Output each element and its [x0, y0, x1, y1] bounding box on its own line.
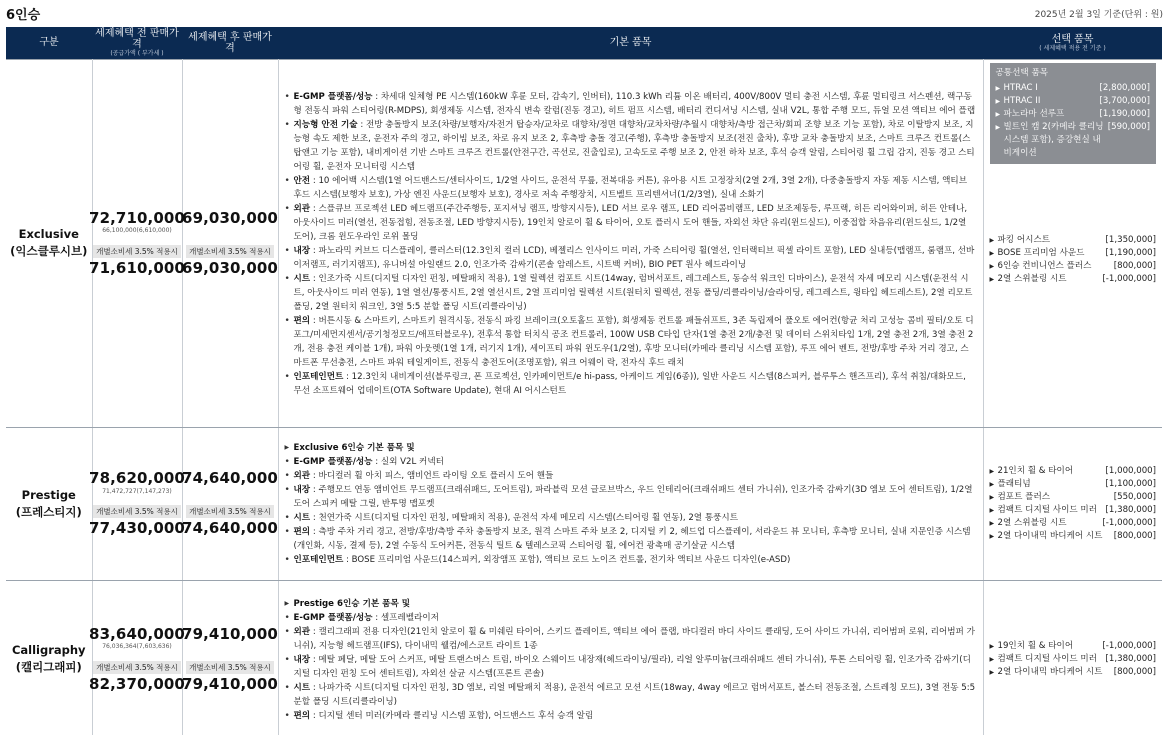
options-list — [984, 60, 1163, 289]
post-tax-price-35: 79,410,000 — [182, 674, 278, 693]
feature-item — [285, 709, 977, 723]
option-price: [-1,000,000] — [1102, 517, 1156, 528]
feature-category: 편의 — [293, 527, 311, 538]
date-note: 2025년 2월 3일 기준(단위 : 원) — [1034, 10, 1163, 20]
common-options-head: 공통선택 품목 — [995, 67, 1049, 78]
feature-category: E-GMP 플랫폼/성능 — [293, 612, 373, 623]
option-price: [1,350,000] — [1105, 234, 1156, 245]
feature-item — [285, 553, 977, 567]
header-options: 선택 품목 ( 세제혜택 적용 전 기준 ) — [983, 27, 1162, 59]
features-list — [279, 437, 983, 570]
feature-text: : 인조가죽 시트(디지털 디자인 펀칭, 메탈패치 적용), 1열 릴렉션 컴포트 시트(14way, 럼버서포트, 레그레스트, 동승석 워크인 디바이스), 운전석 자세 메모리 시스템(운전석 시트, 아웃사이드 미러 연동), 1열 열선/통풍시트, 2열 열선시트, 2열 프리미엄 릴렉션 시트(원터치 릴렉션, 전동 폴딩/리클라이닝/슬라이딩, 레그레스트, 윙타입 헤드레스트), 2열 리모트 폴딩, 2열 원터치 워크인, 3열 5:5 분할 폴딩 시트(리클라이닝) — [293, 273, 973, 312]
pre-tax-price-35: 77,430,000 — [89, 519, 185, 538]
option-price: [1,190,000] — [1105, 247, 1156, 258]
feature-text: : 파노라믹 커브드 디스플레이, 클러스터(12.3인치 컬러 LCD), 베젤리스 인사이드 미러, 가죽 스티어링 휠(열선, 인터랙티브 픽셀 라이트 포함), LED 실내등(맵램프, 룸램프, 선바이저램프, 러기지램프), 유니버설 아일랜드 2.0, 인조가죽 감싸기(콘솔 암레스트, 시트백 커버), BIO PET 원사 헤드라이닝 — [293, 245, 975, 270]
header-features: 기본 품목 — [278, 27, 983, 59]
feature-item — [285, 174, 977, 202]
feature-text: : 10 에어백 시스템(1열 어드밴스드/센터사이드, 1/2열 사이드, 운전석 무릎, 전복대응 커튼), 유아용 시트 고정장치(2열 2개, 3열 2개), 다중충돌방지 자동 제동 시스템, 액티브 후드 시스템(보행자 보호), 가상 엔진 사운드(보행자 보호), 경사로 저속 주행장치, 시트벨트 프리텐셔너(1/2/3열), 실내 소화기 — [293, 175, 968, 200]
feature-text: : 전방 충돌방지 보조(차량/보행자/자전거 탑승자/교차로 대향차/정면 대향차/교차차량/추월시 대향차/측방 접근차/회피 조향 보조 기능 포함), 차로 이탈방지 보조, 지능형 속도 제한 보조, 운전자 주의 경고, 하이빔 보조, 차로 유지 보조 2, 후측방 충돌 경고(주행), 후측방 충돌방지 보조(전진 출차), 후방 교차 충돌방지 보조, 스마트 크루즈 컨트롤(스탑앤고 기능 포함), 내비게이션 기반 스마트 크루즈 컨트롤(안전구간, 곡선로, 진출입로), 고속도로 주행 보조 2, 안전 하차 보조, 후석 승객 알림, 스티어링 휠 그립 감지, 진동 경고 스티어링 휠, 운전자 모니터링 시스템 — [293, 119, 975, 172]
option-price: [1,000,000] — [1105, 465, 1156, 476]
options-cell — [983, 580, 1162, 735]
option-name: ▶ 6인승 컨비니언스 플러스 — [990, 260, 1092, 273]
feature-item — [285, 314, 977, 370]
features-list — [279, 593, 983, 726]
pre-tax-supply: 66,100,000(6,610,000) — [102, 227, 172, 235]
feature-item — [285, 653, 977, 681]
option-item — [990, 640, 1157, 653]
option-price: [3,700,000] — [1099, 95, 1150, 106]
feature-item — [285, 511, 977, 525]
feature-item — [285, 90, 977, 118]
feature-item — [285, 118, 977, 174]
trim-name-en: Prestige — [21, 487, 76, 502]
feature-item — [285, 681, 977, 709]
option-item — [990, 234, 1157, 247]
feature-text: : 나파가죽 시트(디지털 디자인 펀칭, 3D 엠보, 리얼 메탈패치 적용), 운전석 에르고 모션 시트(18way, 4way 에르고 럼버서포트, 볼스터 전동조절, 스트레칭 모드), 3열 전동 5:5 분할 폴딩 시트(리클라이닝) — [293, 682, 976, 707]
feature-item — [285, 625, 977, 653]
post-tax-price: 79,410,000 — [182, 624, 278, 643]
option-name: ▶ 파킹 어시스트 — [990, 234, 1051, 247]
feature-text: : 실외 V2L 커넥터 — [372, 457, 444, 468]
feature-item — [285, 244, 977, 272]
pre-tax-cell — [89, 59, 185, 427]
trim-name-en: Calligraphy — [11, 643, 86, 658]
feature-category: 내장 — [293, 485, 311, 496]
option-item — [990, 517, 1157, 530]
option-name: ▶ 컴포트 플러스 — [990, 491, 1051, 504]
common-option-item — [996, 95, 1151, 108]
price-table — [6, 27, 1162, 735]
feature-text: : 캘리그래피 전용 디자인(21인치 알로이 휠 & 미쉐린 타이어, 스키드 플레이트, 액티브 에어 플랩, 바디컬러 바디 사이드 클래딩, 도어 사이드 가니쉬, 리어범퍼 로워, 리어범퍼 가니쉬), 지능형 헤드램프(IFS), 다이내믹 웰컴/에스코트 라이트 1종 — [293, 626, 975, 651]
header-trim: 구분 — [6, 27, 92, 59]
option-item — [990, 465, 1157, 478]
feature-item — [285, 611, 977, 625]
features-intro: ▶ Prestige 6인승 기본 품목 및 — [285, 597, 977, 611]
option-item — [990, 260, 1157, 273]
trim-name — [6, 226, 92, 259]
trim-name-kr: (캘리그래피) — [15, 660, 82, 675]
option-name: ▶ 19인치 휠 & 타이어 — [990, 640, 1074, 653]
option-name: ▶ HTRAC I — [996, 82, 1038, 95]
feature-text: : BOSE 프리미엄 사운드(14스피커, 외장앰프 포함), 액티브 로드 노이즈 컨트롤, 전기차 액티브 사운드 디자인(e-ASD) — [343, 555, 791, 566]
post-tax-cell — [182, 59, 278, 427]
post-tax-cell — [182, 580, 278, 735]
post-tax-price: 69,030,000 — [182, 208, 278, 227]
feature-text: : 주행모드 연동 앰비언트 무드램프(크래쉬패드, 도어트림), 파라블릭 모션 글로브박스, 우드 인테리어(크래쉬패드 센터 가니쉬), 인조가죽 감싸기(3D 엠보 도어 센터트림), 1/2열 도어 스피커 메탈 그릴, 반투명 맵포켓 — [293, 485, 973, 510]
pre-tax-price: 72,710,000 — [89, 208, 185, 227]
tax-label: 개별소비세 3.5% 적용시 — [93, 661, 181, 674]
common-option-item — [996, 121, 1151, 160]
features-cell — [278, 427, 983, 580]
post-tax-stack — [183, 470, 278, 537]
feature-text: : 측방 주차 거리 경고, 전방/후방/측방 주차 충돌방지 보조, 원격 스마트 주차 보조 2, 디지털 키 2, 헤드업 디스플레이, 서라운드 뷰 모니터, 후측방 모니터, 실내 지문인증 시스템(개인화, 시동, 결제 등), 2열 수동식 도어커튼, 전동식 틸트 & 텔레스코픽 스티어링 휠, 에어컨 광촉매 공기살균 시스템 — [293, 527, 971, 552]
trim-row — [6, 59, 1162, 427]
feature-item — [285, 483, 977, 511]
common-option-item — [996, 108, 1151, 121]
option-price: [-1,000,000] — [1102, 640, 1156, 651]
feature-item — [285, 202, 977, 244]
feature-category: 인포테인먼트 — [293, 555, 344, 566]
feature-category: E-GMP 플랫폼/성능 — [293, 457, 373, 468]
option-price: [1,100,000] — [1105, 478, 1156, 489]
pre-tax-cell — [89, 580, 185, 735]
trim-name-kr: (프레스티지) — [15, 504, 82, 519]
option-item — [990, 504, 1157, 517]
feature-category: 시트 — [293, 273, 311, 284]
option-price: [590,000] — [1107, 121, 1150, 132]
feature-category: 시트 — [293, 682, 311, 693]
features-intro: ▶ Exclusive 6인승 기본 품목 및 — [285, 441, 977, 455]
option-item — [990, 666, 1157, 679]
option-name: ▶ 빌트인 캠 2(카메라 클리닝 시스템 포함), 증강현실 내비게이션 — [996, 121, 1108, 160]
option-item — [990, 247, 1157, 260]
feature-category: 내장 — [293, 654, 311, 665]
pre-tax-stack — [89, 208, 185, 277]
option-price: [800,000] — [1113, 260, 1156, 271]
feature-category: 인포테인먼트 — [293, 371, 344, 382]
trim-name — [6, 642, 92, 675]
option-item — [990, 530, 1157, 543]
feature-text: : 12.3인치 내비게이션(블루링크, 폰 프로젝션, 인카페이먼트/e hi-pass, 아케이드 게임(6종)), 일반 사운드 시스템(8스피커, 블루투스 핸즈프리), 후석 취침/대화모드, 무선 소프트웨어 업데이트(OTA Software Update), 현대 AI 어시스턴트 — [293, 371, 966, 396]
feature-category: E-GMP 플랫폼/성능 — [293, 91, 373, 102]
tax-label: 개별소비세 3.5% 적용시 — [186, 505, 274, 518]
feature-item — [285, 455, 977, 469]
trim-cell — [6, 580, 92, 735]
options-cell — [983, 427, 1162, 580]
pre-tax-price: 78,620,000 — [89, 469, 185, 488]
option-name: ▶ 21인치 휠 & 타이어 — [990, 465, 1074, 478]
options-cell — [983, 59, 1162, 427]
pre-tax-stack — [89, 469, 185, 538]
header-row — [6, 27, 1162, 59]
option-name: ▶ 2열 스위블링 시트 — [990, 273, 1067, 286]
pre-tax-stack — [89, 624, 185, 693]
pre-tax-cell — [89, 427, 185, 580]
common-option-item — [996, 82, 1151, 95]
feature-category: 외관 — [293, 626, 311, 637]
option-price: [800,000] — [1113, 530, 1156, 541]
post-tax-cell — [182, 427, 278, 580]
pre-tax-supply: 71,472,727(7,147,273) — [102, 487, 172, 495]
option-name: ▶ 컴팩트 디지털 사이드 미러 — [990, 653, 1098, 666]
feature-category: 시트 — [293, 513, 311, 524]
option-name: ▶ 파노라마 선루프 — [996, 108, 1065, 121]
option-item — [990, 653, 1157, 666]
features-list — [279, 86, 983, 401]
feature-category: 내장 — [293, 245, 311, 256]
trim-cell — [6, 427, 92, 580]
pre-tax-supply: 76,036,364(7,603,636) — [102, 643, 172, 651]
pre-tax-price-35: 71,610,000 — [89, 258, 185, 277]
trim-name-kr: (익스클루시브) — [10, 244, 88, 259]
feature-text: : 디지털 센터 미러(카메라 클리닝 시스템 포함), 어드밴스드 후석 승객 알림 — [310, 710, 594, 721]
common-options-box — [990, 63, 1157, 164]
feature-item — [285, 272, 977, 314]
page-title: 6인승 — [6, 8, 41, 23]
option-price: [1,380,000] — [1105, 504, 1156, 515]
option-name: ▶ HTRAC II — [996, 95, 1041, 108]
post-tax-stack — [183, 626, 278, 693]
feature-text: : 스플큐브 프로젝션 LED 헤드램프(주간주행등, 포지셔닝 램프, 방향지시등), LED 서브 로우 램프, LED 리어콤비램프, LED 보조제동등, 루프랙, 히든 리어와이퍼, 히든 안테나, 아웃사이드 미러(열선, 전동접힘, 전동조절, LED 방향지시등), 19인치 알로이 휠 & 타이어, 오토 플러시 도어 핸들, 자외선 차단 유리(윈드실드), 이중접합 차음유리(윈드실드, 1/2열 도어), 크롬 윈도우라인 로위 몰딩 — [293, 203, 968, 242]
option-name: ▶ 2열 다이내믹 바디케어 시트 — [990, 530, 1103, 543]
option-item — [990, 273, 1157, 286]
trim-row — [6, 427, 1162, 580]
tax-label: 개별소비세 3.5% 적용시 — [186, 245, 274, 258]
trim-name-en: Exclusive — [18, 227, 79, 242]
feature-item — [285, 469, 977, 483]
option-price: [1,380,000] — [1105, 653, 1156, 664]
feature-item — [285, 525, 977, 553]
pre-tax-price-35: 82,370,000 — [89, 674, 185, 693]
spacer — [229, 489, 231, 496]
option-price: [2,800,000] — [1099, 82, 1150, 93]
feature-category: 안전 — [293, 175, 311, 186]
option-name: ▶ 2열 스위블링 시트 — [990, 517, 1067, 530]
feature-category: 외관 — [293, 471, 311, 482]
option-name: ▶ 컴팩트 디지털 사이드 미러 — [990, 504, 1098, 517]
option-item — [990, 491, 1157, 504]
tax-label: 개별소비세 3.5% 적용시 — [93, 245, 181, 258]
trim-name — [6, 487, 92, 520]
feature-text: : 천연가죽 시트(디지털 디자인 펀칭, 메탈패치 적용), 운전석 자세 메모리 시스템(스티어링 휠 연동), 2열 통풍시트 — [310, 513, 739, 524]
header-post-tax: 세제혜택 후 판매가격 — [182, 27, 278, 59]
options-list — [984, 462, 1163, 546]
option-name: ▶ BOSE 프리미엄 사운드 — [990, 247, 1085, 260]
tax-label: 개별소비세 3.5% 적용시 — [93, 505, 181, 518]
feature-text: : 버튼시동 & 스마트키, 스마트키 원격시동, 전동식 파킹 브레이크(오토홀드 포함), 회생제동 컨트롤 패들쉬프트, 3존 독립제어 풀오토 에어컨(항균 처리 고성능 콤비 필터/오토 디포그/미세먼지센서/공기청정모드/애프터블로우), 전후석 통합 터치식 공조 컨트롤러, 100W USB C타입 단자(1열 충전 2개/충전 및 데이터 스위치타입 1개, 2열 충전 2개, 3열 충전 2개, 전용 충전 케이블 1개), 파워 아웃렛(1열 1개, 러기지 1개), 세이프티 파워 윈도우(1/2열), 후방 모니터(카메라 클리닝 시스템 포함), 루프 에어 벤트, 전방/후방 주차 거리 경고, 스마트폰 무선충전, 스마트 파워 테일게이트, 전동식 충전도어(조명포함), 워크 어웨이 락, 전자식 후드 래치 — [293, 315, 974, 368]
feature-text: : 셀프레벨라이저 — [372, 612, 439, 623]
tax-label: 개별소비세 3.5% 적용시 — [186, 661, 274, 674]
option-item — [990, 478, 1157, 491]
options-list — [984, 637, 1163, 682]
trim-cell — [6, 59, 92, 427]
trim-row — [6, 580, 1162, 735]
header-pre-tax: 세제혜택 전 판매가격 (공급가액 ( 부가세 ) — [92, 27, 182, 59]
option-price: [-1,000,000] — [1102, 273, 1156, 284]
feature-category: 편의 — [293, 710, 311, 721]
option-price: [1,190,000] — [1099, 108, 1150, 119]
post-tax-price: 74,640,000 — [182, 469, 278, 488]
features-cell — [278, 580, 983, 735]
feature-category: 외관 — [293, 203, 311, 214]
post-tax-price-35: 69,030,000 — [182, 258, 278, 277]
post-tax-stack — [183, 210, 278, 277]
option-name: ▶ 플래티넘 — [990, 478, 1031, 491]
option-name: ▶ 2열 다이내믹 바디케어 시트 — [990, 666, 1103, 679]
feature-item — [285, 370, 977, 398]
features-cell — [278, 59, 983, 427]
spacer — [229, 644, 231, 651]
feature-text: : 바디컬러 휠 아치 피스, 앰비언트 라이팅 오토 플러시 도어 핸들 — [310, 471, 554, 482]
feature-category: 지능형 안전 기술 — [293, 119, 358, 130]
spacer — [229, 228, 231, 235]
feature-text: : 차세대 일체형 PE 시스템(160kW 후륜 모터, 감속기, 인버터), 110.3 kWh 리튬 이온 배터리, 400V/800V 멀티 충전 시스템, 후륜 멀티링크 서스펜션, 랙구동형 전동식 파워 스티어링(R-MDPS), 회생제동 시스템, 전자식 변속 칼럼(진동 경고), 히트 펌프 시스템, 배터리 컨디셔닝 시스템, 실내 V2L, 통합 주행 모드, 듀얼 모션 액티브 에어 플랩 — [293, 91, 976, 116]
feature-text: : 메탈 페달, 메탈 도어 스커프, 메탈 트랜스버스 트림, 바이오 스웨이드 내장재(헤드라이닝/필라), 리얼 알루미늄(크래쉬패드 센터 가니쉬), 투톤 스티어링 휠, 인조가죽 감싸기(디지털 디자인 펀칭 도어 센터트림), 자외선 살균 시스템(프론트 콘솔) — [293, 654, 971, 679]
post-tax-price-35: 74,640,000 — [182, 519, 278, 538]
option-price: [550,000] — [1113, 491, 1156, 502]
pre-tax-price: 83,640,000 — [89, 624, 185, 643]
feature-category: 편의 — [293, 315, 311, 326]
option-price: [800,000] — [1113, 666, 1156, 677]
